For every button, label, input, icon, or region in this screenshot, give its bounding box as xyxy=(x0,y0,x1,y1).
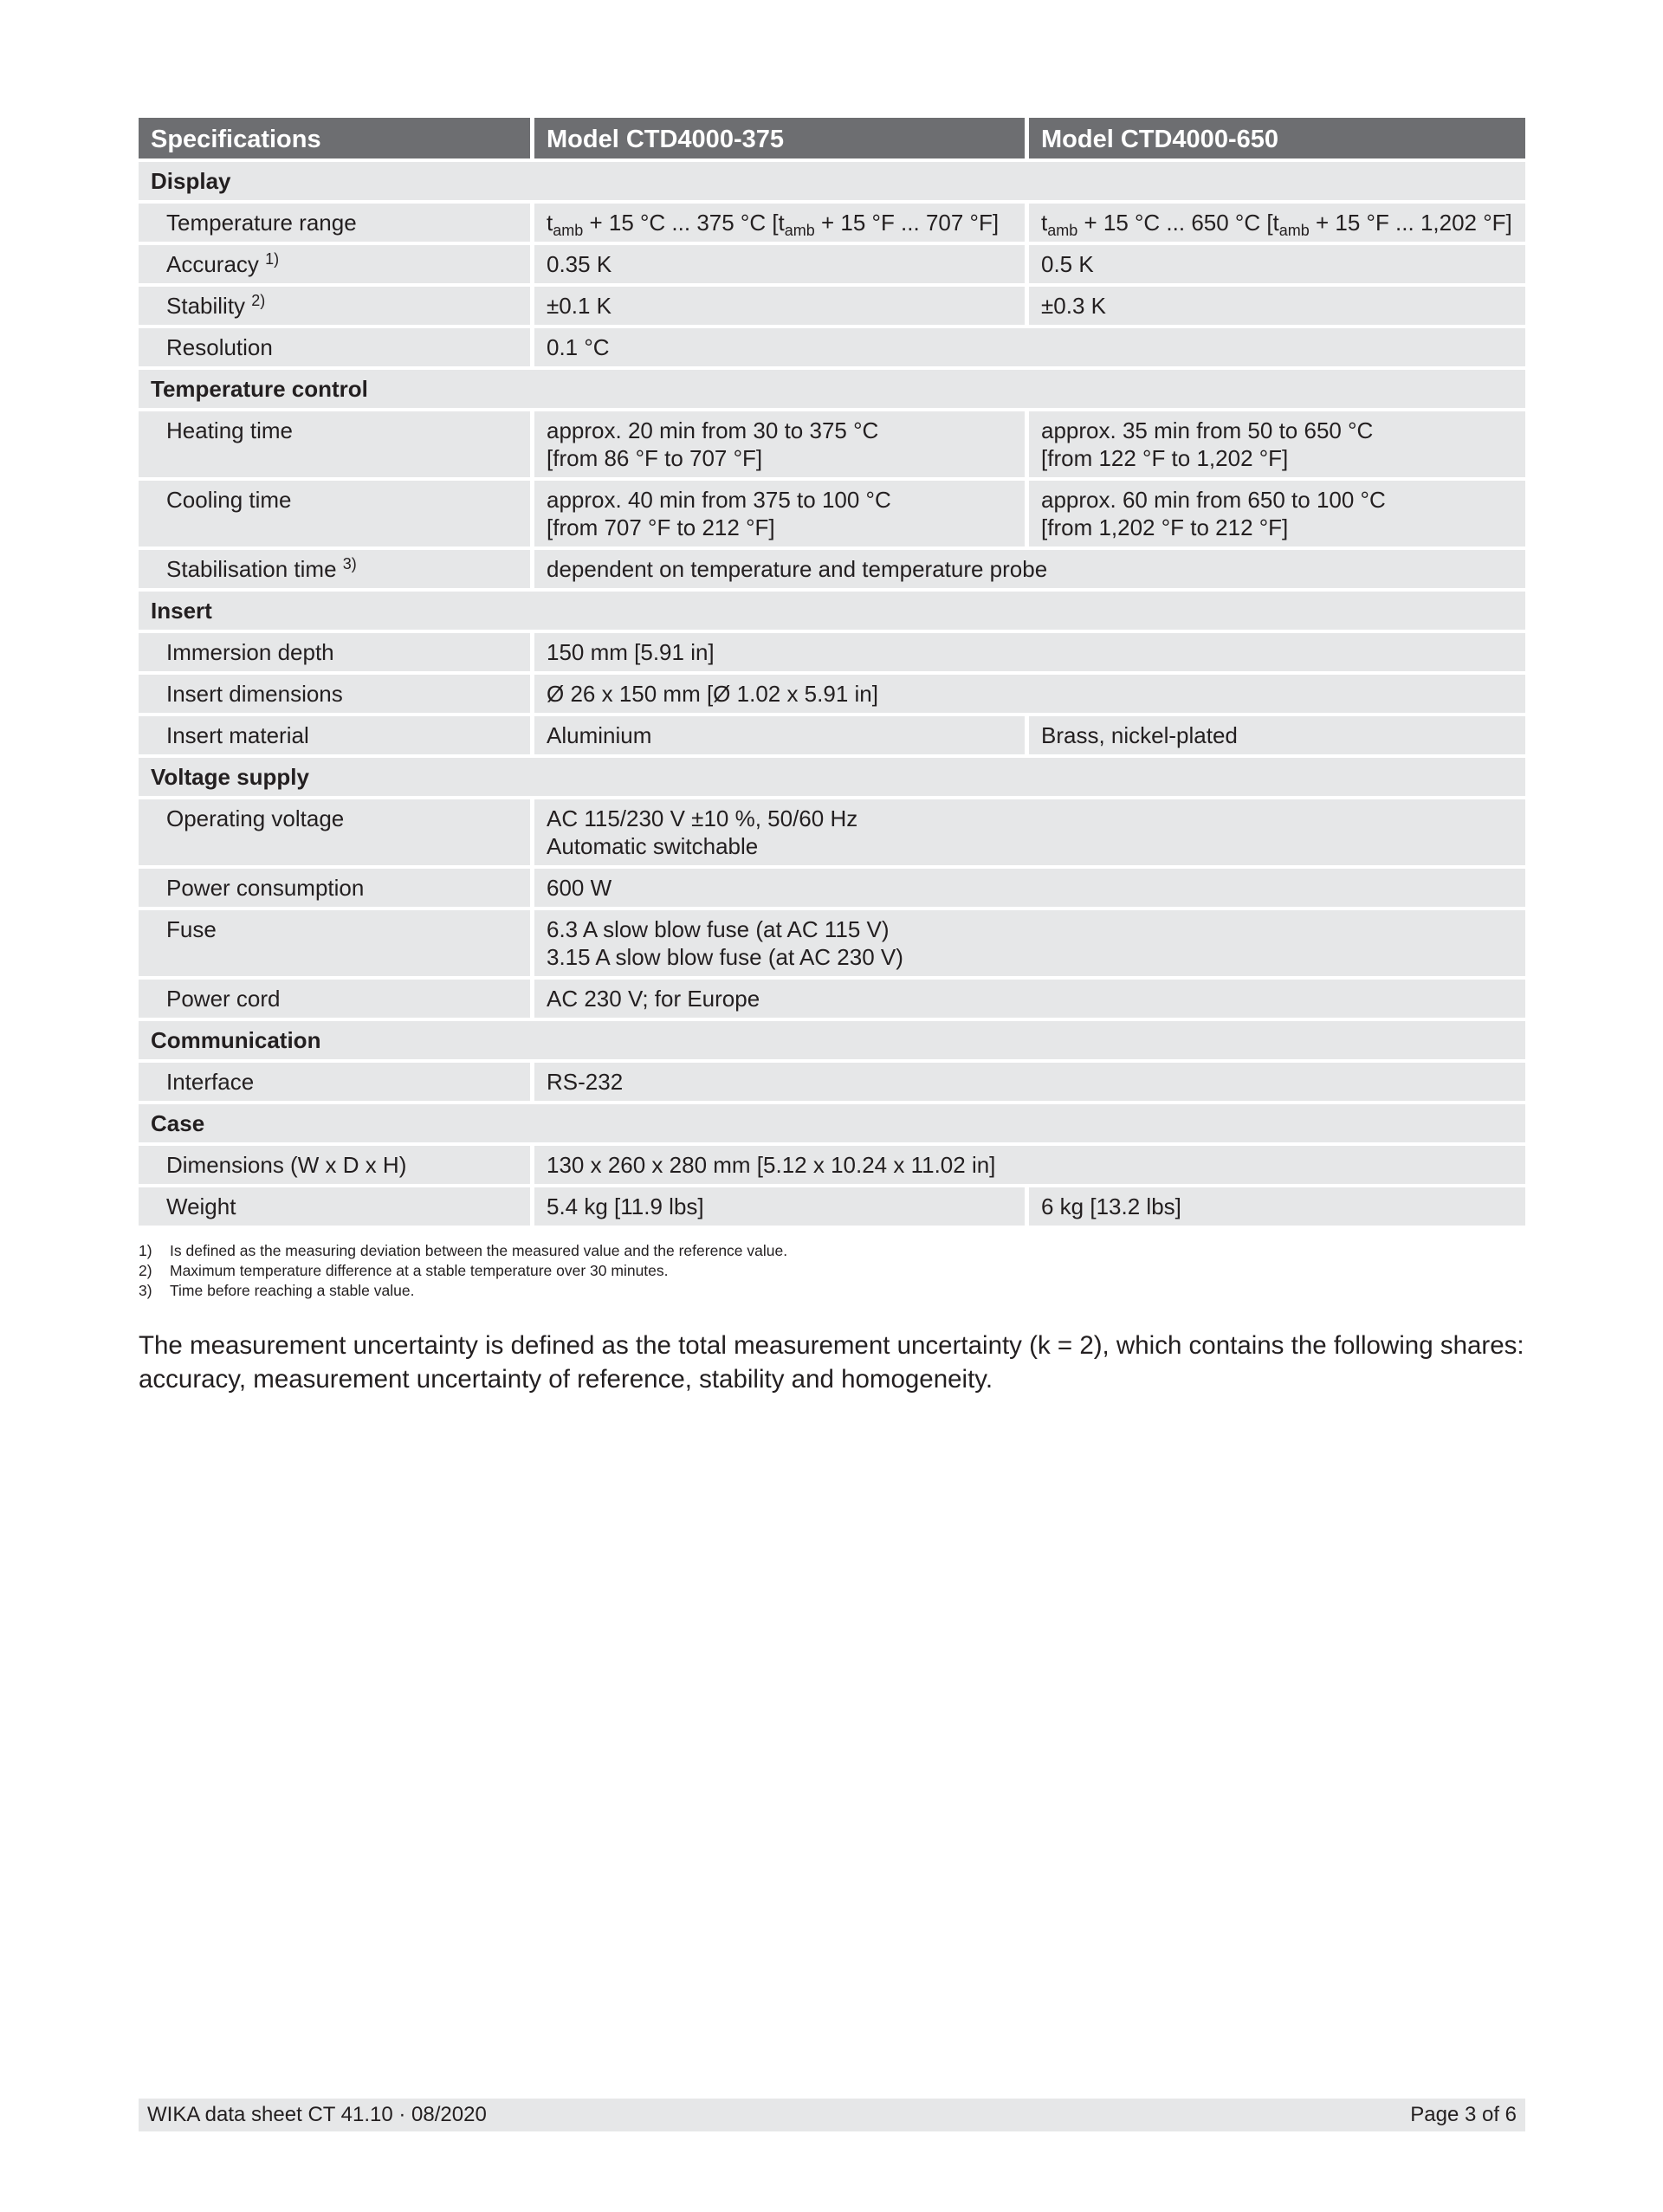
spec-label: Resolution xyxy=(166,334,273,360)
spec-label-cell xyxy=(139,716,530,754)
model-650-value xyxy=(1025,411,1525,477)
section-row xyxy=(139,592,1525,630)
value-text: Aluminium xyxy=(547,722,652,748)
footnote-number: 1) xyxy=(139,1242,152,1259)
value-line: approx. 20 min from 30 to 375 °C xyxy=(547,417,879,443)
spec-label: Immersion depth xyxy=(166,639,334,665)
spec-label-cell xyxy=(139,633,530,671)
table-row xyxy=(139,869,1525,907)
table-row xyxy=(139,675,1525,713)
spec-label-cell xyxy=(139,910,530,976)
model-375-value xyxy=(530,1187,1025,1226)
footnote-number: 2) xyxy=(139,1262,152,1279)
footnote-text: Maximum temperature difference at a stable temperature over 30 minutes. xyxy=(170,1262,669,1279)
section-row xyxy=(139,370,1525,408)
spec-label: Operating voltage xyxy=(166,805,345,831)
value-text: 6 kg [13.2 lbs] xyxy=(1041,1193,1181,1219)
value-text: RS-232 xyxy=(547,1069,624,1095)
spec-label-cell xyxy=(139,799,530,865)
spec-label: Insert material xyxy=(166,722,309,748)
value-line: 3.15 A slow blow fuse (at AC 230 V) xyxy=(547,944,903,970)
table-row xyxy=(139,910,1525,976)
footer-page-number: Page 3 of 6 xyxy=(1410,2103,1517,2126)
table-row xyxy=(139,1187,1525,1226)
value-line: [from 86 °F to 707 °F] xyxy=(547,445,763,471)
model-375-value xyxy=(530,1146,1525,1184)
table-row xyxy=(139,245,1525,283)
table-row xyxy=(139,1063,1525,1101)
footnote-ref: 2) xyxy=(251,292,266,309)
table-row xyxy=(139,481,1525,547)
section-title: Insert xyxy=(139,592,1525,630)
model-375-value xyxy=(530,550,1525,588)
subscript-amb: amb xyxy=(1047,222,1078,239)
spec-label-cell xyxy=(139,980,530,1018)
spec-label-cell xyxy=(139,245,530,283)
subscript-amb: amb xyxy=(784,222,815,239)
footnote xyxy=(139,1261,1525,1281)
value-text: ±0.1 K xyxy=(547,293,611,319)
footnotes xyxy=(139,1241,1525,1301)
table-row xyxy=(139,1146,1525,1184)
specifications-table xyxy=(139,114,1525,1229)
page-footer xyxy=(139,2099,1525,2131)
value-text: AC 230 V; for Europe xyxy=(547,986,760,1012)
table-header-row xyxy=(139,118,1525,158)
spec-label: Interface xyxy=(166,1069,255,1095)
spec-label-cell xyxy=(139,287,530,325)
spec-label: Power consumption xyxy=(166,875,365,901)
spec-label-cell xyxy=(139,411,530,477)
table-row xyxy=(139,328,1525,366)
value-line: [from 707 °F to 212 °F] xyxy=(547,514,775,540)
section-row xyxy=(139,758,1525,796)
model-650-value xyxy=(1025,716,1525,754)
footnote-text: Time before reaching a stable value. xyxy=(170,1282,415,1299)
table-row xyxy=(139,287,1525,325)
datasheet-page xyxy=(139,118,1525,1396)
spec-label: Heating time xyxy=(166,417,293,443)
spec-label-cell xyxy=(139,869,530,907)
table-row xyxy=(139,633,1525,671)
spec-label: Temperature range xyxy=(166,210,357,236)
spec-label: Weight xyxy=(166,1193,236,1219)
spec-label-cell xyxy=(139,1187,530,1226)
section-title: Voltage supply xyxy=(139,758,1525,796)
section-row xyxy=(139,1104,1525,1142)
header-model-375: Model CTD4000-375 xyxy=(530,118,1025,158)
section-row xyxy=(139,162,1525,200)
model-650-value xyxy=(1025,1187,1525,1226)
model-375-value xyxy=(530,481,1025,547)
spec-label-cell xyxy=(139,1146,530,1184)
spec-label-cell xyxy=(139,328,530,366)
spec-label-cell xyxy=(139,204,530,242)
model-650-value xyxy=(1025,245,1525,283)
spec-label: Cooling time xyxy=(166,487,292,513)
value-text: Brass, nickel-plated xyxy=(1041,722,1238,748)
subscript-amb: amb xyxy=(553,222,584,239)
header-specifications: Specifications xyxy=(139,118,530,158)
model-375-value xyxy=(530,1063,1525,1101)
model-375-value xyxy=(530,675,1525,713)
spec-label-cell xyxy=(139,550,530,588)
value-text: 0.5 K xyxy=(1041,251,1094,277)
value-text: + 15 °C ... 650 °C [t xyxy=(1077,210,1279,236)
section-row xyxy=(139,1021,1525,1059)
footnote-number: 3) xyxy=(139,1282,152,1299)
value-line: Automatic switchable xyxy=(547,833,759,859)
table-row xyxy=(139,411,1525,477)
footer-document-id: WIKA data sheet CT 41.10 · 08/2020 xyxy=(147,2103,487,2126)
spec-label: Insert dimensions xyxy=(166,681,343,707)
model-375-value xyxy=(530,869,1525,907)
section-title: Display xyxy=(139,162,1525,200)
value-text: dependent on temperature and temperature probe xyxy=(547,556,1048,582)
value-text: + 15 °F ... 707 °F] xyxy=(814,210,1000,236)
header-model-650: Model CTD4000-650 xyxy=(1025,118,1525,158)
model-650-value xyxy=(1025,287,1525,325)
model-375-value xyxy=(530,980,1525,1018)
model-375-value xyxy=(530,910,1525,976)
value-text: t xyxy=(547,210,553,236)
footnote xyxy=(139,1281,1525,1301)
value-line: [from 122 °F to 1,202 °F] xyxy=(1041,445,1289,471)
value-text: 5.4 kg [11.9 lbs] xyxy=(547,1193,704,1219)
table-row xyxy=(139,550,1525,588)
spec-label-cell xyxy=(139,1063,530,1101)
value-text: 600 W xyxy=(547,875,612,901)
table-row xyxy=(139,204,1525,242)
value-line: 6.3 A slow blow fuse (at AC 115 V) xyxy=(547,916,890,942)
model-375-value xyxy=(530,328,1525,366)
value-text: 0.35 K xyxy=(547,251,612,277)
spec-label-cell xyxy=(139,675,530,713)
uncertainty-paragraph: The measurement uncertainty is defined as the total measurement uncertainty (k = 2), which contains the following shares: accuracy, measurement uncertainty of reference, stability and homogeneity. xyxy=(139,1331,1524,1394)
spec-label-cell xyxy=(139,481,530,547)
section-title: Temperature control xyxy=(139,370,1525,408)
section-title: Case xyxy=(139,1104,1525,1142)
footnote-ref: 1) xyxy=(265,250,280,268)
model-650-value xyxy=(1025,204,1525,242)
section-title: Communication xyxy=(139,1021,1525,1059)
value-text: 0.1 °C xyxy=(547,334,610,360)
table-row xyxy=(139,799,1525,865)
spec-label: Stabilisation time xyxy=(166,556,337,582)
spec-label: Power cord xyxy=(166,986,281,1012)
value-line: approx. 40 min from 375 to 100 °C xyxy=(547,487,891,513)
value-line: approx. 35 min from 50 to 650 °C xyxy=(1041,417,1374,443)
table-row xyxy=(139,716,1525,754)
value-line: [from 1,202 °F to 212 °F] xyxy=(1041,514,1289,540)
value-text: + 15 °F ... 1,202 °F] xyxy=(1309,210,1512,236)
value-text: ±0.3 K xyxy=(1041,293,1106,319)
subscript-amb: amb xyxy=(1278,222,1310,239)
specifications-body xyxy=(139,162,1525,1226)
model-375-value xyxy=(530,411,1025,477)
table-row xyxy=(139,980,1525,1018)
footnote xyxy=(139,1241,1525,1261)
value-text: t xyxy=(1041,210,1048,236)
model-375-value xyxy=(530,716,1025,754)
footnote-text: Is defined as the measuring deviation between the measured value and the reference value. xyxy=(170,1242,788,1259)
spec-label: Accuracy xyxy=(166,251,259,277)
model-375-value xyxy=(530,245,1025,283)
spec-label: Stability xyxy=(166,293,246,319)
value-text: 130 x 260 x 280 mm [5.12 x 10.24 x 11.02 in] xyxy=(547,1152,996,1178)
value-text: 150 mm [5.91 in] xyxy=(547,639,715,665)
spec-label: Fuse xyxy=(166,916,217,942)
value-line: approx. 60 min from 650 to 100 °C xyxy=(1041,487,1386,513)
model-375-value xyxy=(530,799,1525,865)
value-text: + 15 °C ... 375 °C [t xyxy=(583,210,785,236)
model-650-value xyxy=(1025,481,1525,547)
spec-label: Dimensions (W x D x H) xyxy=(166,1152,407,1178)
model-375-value xyxy=(530,287,1025,325)
footnote-ref: 3) xyxy=(342,555,357,572)
model-375-value xyxy=(530,204,1025,242)
model-375-value xyxy=(530,633,1525,671)
value-text: Ø 26 x 150 mm [Ø 1.02 x 5.91 in] xyxy=(547,681,878,707)
value-line: AC 115/230 V ±10 %, 50/60 Hz xyxy=(547,805,858,831)
